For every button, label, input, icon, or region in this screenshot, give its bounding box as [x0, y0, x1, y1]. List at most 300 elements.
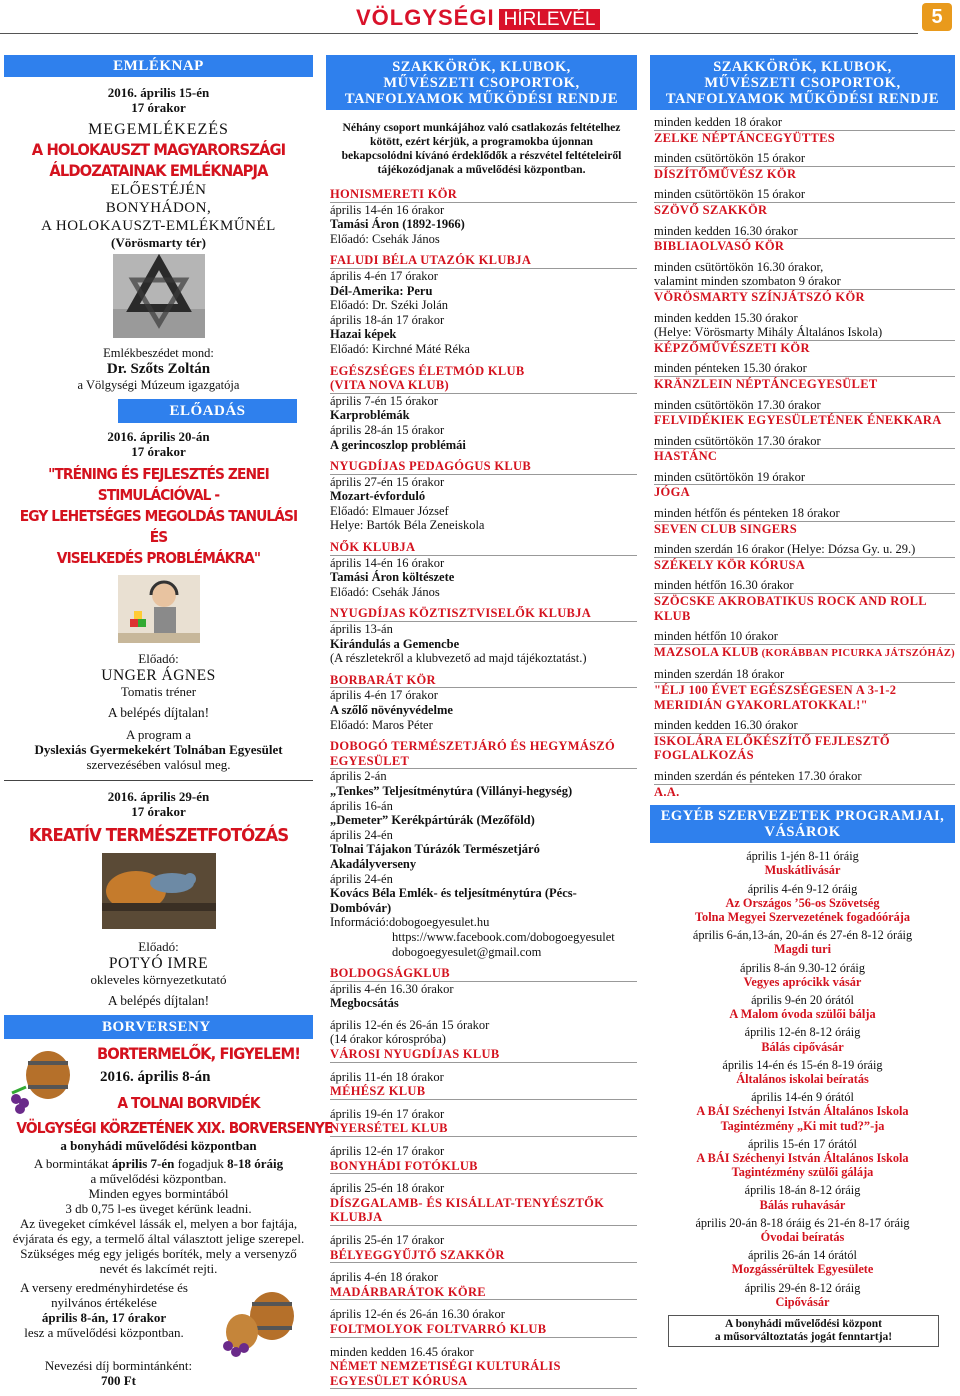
group-schedule — [654, 578, 955, 594]
wine-contest-title: A TOLNAI BORVIDÉK — [117, 1094, 260, 1112]
group-name-text: DÍSZÍTŐMŰVÉSZ KÖR — [654, 166, 797, 181]
event-date: április 18-án 8-12 óráig — [744, 1183, 861, 1198]
event-title: KREATÍV TERMÉSZETFOTÓZÁS — [28, 825, 289, 846]
group-name — [654, 645, 955, 662]
group-name — [654, 131, 955, 146]
group-name-text: JÓGA — [654, 485, 690, 500]
event-entry — [650, 1248, 955, 1276]
group-name — [654, 683, 955, 698]
group-schedule-line: minden kedden 16.30 órakor — [654, 223, 798, 238]
club-name — [330, 1359, 637, 1389]
group-entry — [654, 361, 955, 391]
group-schedule-line: minden csütörtökön 15 órakor — [654, 151, 806, 166]
event-date: április 15-én 17 órától — [748, 1136, 857, 1151]
club-name — [330, 673, 637, 689]
club-name — [330, 459, 637, 475]
group-name-text: HASTÁNC — [654, 449, 718, 464]
wine-contest-text: A verseny eredményhirdetése és — [20, 1280, 188, 1295]
group-schedule-line: minden csütörtökön 16.30 órakor, — [654, 259, 824, 274]
club-topic: A szőlő növényvédelme — [330, 703, 453, 717]
event-entry — [650, 1216, 955, 1244]
club-topic: Tolnai Tájakon Túrázók Természetjáró — [330, 842, 540, 857]
event-date: április 12-én 8-12 óráig — [744, 1025, 861, 1040]
club-name — [330, 1322, 637, 1338]
wine-contest-text: nevét és lakcímét rejti. — [99, 1261, 218, 1276]
group-entry — [654, 718, 955, 763]
presenter-label: Előadó: — [138, 651, 179, 666]
wine-contest-text: Minden egyes bormintából — [88, 1186, 229, 1201]
group-name — [654, 413, 955, 428]
wine-barrels-grapes-icon — [216, 1284, 300, 1360]
group-name-text: VÖRÖSMARTY SZÍNJÁTSZÓ KÖR — [654, 289, 865, 304]
event-text: ELŐESTÉJÉN — [110, 182, 207, 198]
group-schedule-line: minden pénteken 15.30 órakor — [654, 361, 807, 376]
group-schedule — [654, 398, 955, 414]
club-topic: Dombóvár) — [330, 900, 392, 915]
group-name-text: SZÖCSKE AKROBATIKUS ROCK AND ROLL — [654, 594, 927, 609]
group-entry — [654, 115, 955, 145]
event-name: Bálás cipővásár — [761, 1039, 844, 1054]
middle-column — [326, 55, 637, 1396]
program-note: A program a — [126, 727, 191, 742]
event-name: Bálás ruhavásár — [759, 1197, 846, 1212]
event-heading: MEGEMLÉKEZÉS — [88, 121, 229, 138]
club-schedule: április 11-én 18 órakor — [330, 1069, 444, 1084]
event-title: A HOLOKAUSZT MAGYARORSZÁGI — [31, 140, 286, 159]
club-entry — [330, 187, 637, 246]
event-name: Tagintézmény szülői gálája — [731, 1165, 874, 1180]
club-detail: Előadó: Csehák János — [330, 231, 440, 246]
club-name-line: NYUGDÍJAS KÖZTISZTVISELŐK KLUBJA — [330, 606, 592, 621]
event-date: 2016. április 29-én — [107, 789, 210, 804]
event-entry — [650, 849, 955, 877]
event-date: április 4-én 9-12 óráig — [747, 881, 858, 896]
events-list — [650, 849, 955, 1309]
club-name — [330, 606, 637, 622]
wine-contest-text: a művelődési központban. — [90, 1171, 227, 1186]
club-name — [330, 1285, 637, 1301]
events-bar — [650, 805, 955, 843]
page-header — [0, 0, 960, 40]
groups-bar — [650, 55, 955, 110]
event-title: ÁLDOZATAINAK EMLÉKNAPJA — [49, 161, 268, 180]
group-entry — [654, 311, 955, 356]
club-detail: Előadó: Elmauer József — [330, 503, 449, 518]
clubs-bar — [326, 55, 637, 110]
club-schedule: április 25-én 18 órakor — [330, 1181, 445, 1196]
group-schedule — [654, 667, 955, 683]
group-schedule-line: minden csütörtökön 15 órakor — [654, 187, 806, 202]
free-entry-note: A belépés díjtalan! — [107, 705, 210, 720]
group-name-text: ISKOLÁRA ELŐKÉSZÍTŐ FEJLESZTŐ — [654, 733, 890, 748]
presenter-role: Tomatis tréner — [120, 684, 197, 699]
group-name — [654, 698, 955, 713]
club-schedule: április 25-én 17 órakor — [330, 1233, 445, 1247]
club-schedule: április 12-én 17 órakor — [330, 1144, 445, 1159]
wine-contest-text: évjárata és egy, a termelő által választott jelige szerepel. — [12, 1231, 305, 1246]
club-detail: Előadó: Csehák János — [330, 584, 440, 599]
club-name-line: NÉMET NEMZETISÉGI KULTURÁLIS — [330, 1359, 561, 1374]
event-name: Muskátlivásár — [764, 863, 841, 878]
event-time: 17 órakor — [131, 444, 186, 459]
club-name — [330, 364, 637, 394]
event-name: A BÁI Széchenyi István Általános Iskola — [696, 1151, 909, 1166]
club-detail: április 4-én 16.30 órakor — [330, 981, 454, 996]
club-schedule: minden kedden 16.45 órakor — [330, 1344, 474, 1359]
club-detail: április 27-én 15 órakor — [330, 474, 445, 489]
brand-main: VÖLGYSÉGI — [356, 5, 495, 30]
club-entry — [330, 540, 637, 599]
club-entry — [330, 1181, 637, 1226]
club-name-line: NYERSÉTEL KLUB — [330, 1121, 448, 1136]
club-topic: Kovács Béla Emlék- és teljesítménytúra (Pécs- — [330, 886, 577, 901]
event-name: Mozgássérültek Egyesülete — [731, 1262, 874, 1277]
club-entry — [330, 966, 637, 1011]
club-name-line: FOLTMOLYOK FOLTVARRÓ KLUB — [330, 1321, 547, 1336]
event-date: 2016. április 15-én — [107, 85, 210, 100]
group-schedule-line: minden kedden 18 órakor — [654, 115, 783, 129]
club-detail: április 28-án 15 órakor — [330, 422, 445, 437]
group-name-text: FELVIDÉKIEK EGYESÜLETÉNEK ÉNEKKARA — [654, 413, 942, 428]
club-topic: Tamási Áron költészete — [330, 570, 455, 585]
bar-line: TANFOLYAMOK MŰKÖDÉSI RENDJE — [665, 91, 940, 107]
club-topic: Megbocsátás — [330, 996, 399, 1011]
club-name-line: KLUBJA — [330, 1210, 383, 1225]
group-schedule-line: minden kedden 16.30 órakor — [654, 718, 798, 733]
group-name — [654, 167, 955, 182]
club-name — [330, 540, 637, 556]
event-name: A BÁI Széchenyi István Általános Iskola — [696, 1104, 909, 1119]
event-name: Általános iskolai beíratás — [736, 1072, 869, 1086]
group-name — [654, 290, 955, 305]
club-name — [330, 1159, 637, 1175]
group-schedule-line: minden hétfőn és pénteken 18 órakor — [654, 506, 840, 521]
bar-line: EGYÉB SZERVEZETEK PROGRAMJAI, — [660, 808, 945, 825]
club-schedule: április 19-én 17 órakor — [330, 1106, 445, 1121]
club-name — [330, 1248, 637, 1264]
group-entry — [654, 434, 955, 464]
wine-contest-callout: BORTERMELŐK, FIGYELEM! — [96, 1044, 301, 1063]
club-entry — [330, 606, 637, 665]
club-detail: április 24-én — [330, 827, 393, 842]
group-schedule-line: minden szerdán 18 órakor — [654, 667, 785, 682]
group-schedule — [654, 224, 955, 240]
event-entry — [650, 993, 955, 1021]
event-name: Az Országos ’56-os Szövetség — [725, 895, 880, 910]
group-schedule-line: minden szerdán és pénteken 17.30 órakor — [654, 768, 862, 783]
club-name-line: NYUGDÍJAS PEDAGÓGUS KLUB — [330, 459, 531, 474]
club-name-line: MÉHÉSZ KLUB — [330, 1084, 426, 1099]
holocaust-memorial-photo — [113, 254, 205, 338]
club-detail: https://www.facebook.com/dobogoegyesulet — [392, 929, 615, 944]
club-topic: A gerincoszlop problémái — [330, 437, 466, 452]
club-name-line: BOLDOGSÁGKLUB — [330, 966, 450, 981]
club-detail: április 24-én — [330, 871, 393, 886]
speaker-role: a Völgységi Múzeum igazgatója — [77, 378, 240, 392]
group-schedule — [654, 629, 955, 645]
group-name-text: KÉPZŐMŰVÉSZETI KÖR — [654, 340, 810, 355]
club-detail: (A részletekről a klubvezető ad majd tájékoztatást.) — [330, 651, 587, 666]
group-name — [654, 377, 955, 392]
club-name-line: HONISMERETI KÖR — [330, 187, 458, 201]
event-name: Magdi turi — [773, 942, 832, 957]
disclaimer-box — [668, 1315, 939, 1347]
club-schedule: április 12-én és 26-án 15 órakor — [330, 1017, 490, 1032]
bar-line: VÁSÁROK — [764, 824, 841, 841]
event-title: "TRÉNING ÉS FEJLESZTÉS ZENEI — [48, 465, 269, 483]
wine-contest-title: VÖLGYSÉGI KÖRZETÉNEK XIX. BORVERSENYE — [16, 1119, 333, 1137]
club-detail: Helye: Bartók Béla Zeneiskola — [330, 518, 485, 533]
bar-line: SZAKKÖRÖK, KLUBOK, — [713, 59, 892, 75]
presenter-name: UNGER ÁGNES — [101, 667, 216, 684]
club-name-line: EGYESÜLET — [330, 753, 410, 768]
event-time: 17 órakor — [131, 804, 186, 819]
group-name — [654, 748, 955, 763]
club-schedule: április 4-én 18 órakor — [330, 1270, 438, 1285]
club-schedule: április 12-én és 26-án 16.30 órakor — [330, 1307, 505, 1322]
event-date: április 26-án 14 órától — [748, 1248, 857, 1263]
group-name — [654, 239, 955, 254]
speech-label: Emlékbeszédet mond: — [103, 346, 214, 360]
group-schedule-line: minden hétfőn 16.30 órakor — [654, 578, 794, 593]
club-name-line: DOBOGÓ TERMÉSZETJÁRÓ ÉS HEGYMÁSZÓ — [330, 739, 616, 754]
group-schedule-line: minden kedden 15.30 órakor — [654, 310, 798, 325]
bar-line: SZAKKÖRÖK, KLUBOK, — [392, 59, 571, 75]
eloadas-bar: ELŐADÁS — [118, 399, 297, 423]
club-name — [330, 1196, 637, 1226]
group-schedule-line: (Helye: Vörösmarty Mihály Általános Iskola) — [654, 325, 883, 340]
entry-fee-label: Nevezési díj bormintánként: — [44, 1358, 193, 1373]
group-name — [654, 449, 955, 464]
event-date: 2016. április 20-án — [107, 429, 210, 444]
club-name-line: BÉLYEGGYŰJTŐ SZAKKÖR — [330, 1247, 505, 1262]
club-entry — [330, 253, 637, 356]
group-entry — [654, 398, 955, 428]
event-text: BONYHÁDON, — [105, 200, 212, 216]
group-entry — [654, 629, 955, 661]
group-schedule — [654, 769, 955, 785]
event-text: A HOLOKAUSZT-EMLÉKMŰNÉL — [41, 218, 276, 234]
clubs-list — [326, 187, 637, 1389]
group-name-text: ZELKE NÉPTÁNCEGYÜTTES — [654, 130, 835, 145]
event-title: STIMULÁCIÓVAL - — [97, 486, 220, 504]
event-title: EGY LEHETSÉGES MEGOLDÁS TANULÁSI ÉS — [19, 507, 298, 546]
club-name — [330, 1047, 637, 1063]
wine-contest-text: 3 db 0,75 l-es üveget kérünk leadni. — [65, 1201, 252, 1216]
group-name — [654, 522, 955, 537]
event-entry — [650, 1137, 955, 1180]
club-topic: Karproblémák — [330, 408, 410, 423]
group-schedule-line: minden hétfőn 10 órakor — [654, 629, 778, 644]
emleknap-bar: EMLÉKNAP — [4, 55, 313, 77]
club-topic: Dél-Amerika: Peru — [330, 283, 433, 298]
event-entry — [650, 1090, 955, 1133]
group-name — [654, 609, 955, 624]
group-name — [654, 341, 955, 356]
club-name-line: FALUDI BÉLA UTAZÓK KLUBJA — [330, 253, 532, 268]
club-detail: április 4-én 17 órakor — [330, 688, 438, 703]
club-name-line: BORBARÁT KÖR — [330, 672, 436, 687]
event-entry — [650, 928, 955, 956]
club-detail: április 13-án — [330, 622, 393, 637]
club-entry — [330, 1144, 637, 1174]
group-entry — [654, 506, 955, 536]
program-note: szervezésében valósul meg. — [86, 757, 231, 772]
event-date: április 29-én 8-12 óráig — [744, 1280, 861, 1295]
group-name — [654, 558, 955, 573]
group-schedule-line: minden csütörtökön 17.30 órakor — [654, 433, 821, 448]
group-entry — [654, 187, 955, 217]
club-detail: Előadó: Kirchné Máté Réka — [330, 341, 470, 356]
bar-line: TANFOLYAMOK MŰKÖDÉSI RENDJE — [344, 91, 619, 107]
group-schedule — [654, 260, 955, 290]
event-entry — [650, 1025, 955, 1053]
event-entry — [650, 882, 955, 925]
group-name-text: MAZSOLA KLUB — [654, 644, 759, 659]
club-detail: április 14-én 16 órakor — [330, 202, 445, 217]
club-topic: „Demeter” Kerékpártúrák (Mezőföld) — [330, 813, 535, 828]
club-topic: Kirándulás a Gemencbe — [330, 636, 460, 651]
club-detail: április 14-én 16 órakor — [330, 555, 445, 570]
group-entry — [654, 151, 955, 181]
club-detail: április 2-án — [330, 769, 387, 784]
event-time: 17 órakor — [131, 100, 186, 115]
group-name — [654, 485, 955, 500]
group-name-text: MERIDIÁN GYAKORLATOKKAL!" — [654, 697, 868, 712]
group-schedule-line: minden szerdán 16 órakor (Helye: Dózsa Gy. u. 29.) — [654, 542, 916, 557]
club-schedule: (14 órakor kórospróba) — [330, 1032, 446, 1047]
club-entry — [330, 1270, 637, 1300]
right-column — [650, 55, 955, 1347]
club-name — [330, 253, 637, 269]
event-date: április 14-én és 15-én 8-19 óráig — [722, 1057, 883, 1072]
group-name — [654, 734, 955, 749]
brand-sub: HÍRLEVÉL — [499, 9, 601, 30]
group-name-text: KRÄNZLEIN NÉPTÁNCEGYESÜLET — [654, 376, 878, 391]
club-name-line: NŐK KLUBJA — [330, 540, 416, 555]
bar-line: MŰVÉSZETI CSOPORTOK, — [383, 75, 580, 91]
club-entry — [330, 1307, 637, 1337]
event-title: VISELKEDÉS PROBLÉMÁKRA" — [56, 549, 261, 567]
wine-contest-header — [4, 1043, 313, 1125]
event-name: Tolna Megyei Szervezetének fogadóórája — [694, 909, 911, 924]
program-organizer: Dyslexiás Gyermekekért Tolnában Egyesület — [34, 742, 283, 757]
club-detail: április 4-én 17 órakor — [330, 268, 438, 283]
borverseny-bar: BORVERSENY — [4, 1015, 313, 1039]
group-schedule — [654, 470, 955, 486]
club-name-line: DÍSZGALAMB- ÉS KISÁLLAT-TENYÉSZTŐK — [330, 1195, 605, 1210]
page-number-badge: 5 — [922, 3, 952, 31]
club-topic: Tamási Áron (1892-1966) — [330, 217, 465, 232]
club-name — [330, 966, 637, 982]
club-detail: Előadó: Maros Péter — [330, 717, 433, 732]
wine-contest-date: 2016. április 8-án — [100, 1069, 211, 1085]
group-entry — [654, 769, 955, 799]
group-name — [654, 785, 955, 800]
group-name-text: SEVEN CLUB SINGERS — [654, 521, 797, 536]
club-detail: Információ:dobogoegyesulet.hu — [330, 915, 490, 930]
group-entry — [654, 224, 955, 254]
wine-contest-text: Az üvegeket címkével lássák el, melyen a bor fajtája, — [19, 1216, 298, 1231]
group-name-text: BIBLIAOLVASÓ KÖR — [654, 239, 785, 254]
club-topic: Mozart-évforduló — [330, 489, 426, 504]
event-entry — [650, 961, 955, 989]
group-name-note: (KORÁBBAN PICURKA JÁTSZÓHÁZ) — [758, 647, 955, 659]
bar-line: MŰVÉSZETI CSOPORTOK, — [704, 75, 901, 91]
wine-contest-intake: A bormintákat április 7-én fogadjuk 8-18 óráig — [33, 1156, 284, 1171]
club-name-line: VÁROSI NYUGDÍJAS KLUB — [330, 1047, 500, 1062]
child-with-headphones-photo — [118, 575, 200, 643]
event-location: (Vörösmarty tér) — [111, 235, 206, 250]
club-entry — [330, 1233, 637, 1263]
clubs-intro: Néhány csoport munkájához való csatlakozás feltételhez kötött, ezért kérjük, a programokba újonnan bekapcsolódni kívánó érdeklődők a részvétel feltételeiről tájékozódjanak a művelődési központban. — [341, 121, 622, 176]
group-name-text: SZÉKELY KÖR KÓRUSA — [654, 557, 806, 572]
disclaimer-line: a műsorváltoztatás jogát fenntartja! — [714, 1331, 893, 1344]
results-text — [4, 1280, 204, 1340]
group-schedule — [654, 361, 955, 377]
group-entry — [654, 542, 955, 572]
group-entry — [654, 260, 955, 305]
wine-contest-text: lesz a művelődési központban. — [24, 1325, 184, 1340]
event-date: április 14-én 9 órától — [751, 1090, 854, 1105]
group-name-text: SZÖVŐ SZAKKÖR — [654, 202, 768, 217]
club-detail: Előadó: Dr. Széki Jolán — [330, 298, 449, 313]
presenter-name: POTYÓ IMRE — [108, 955, 209, 972]
group-entry — [654, 578, 955, 623]
club-name — [330, 187, 637, 203]
event-date: április 20-án 8-18 óráig és 21-én 8-17 óráig — [695, 1215, 910, 1230]
group-name-text: A.A. — [654, 784, 680, 799]
club-entry — [330, 739, 637, 959]
club-topic: Hazai képek — [330, 327, 397, 342]
event-entry — [650, 1183, 955, 1211]
club-entry — [330, 673, 637, 732]
club-entry — [330, 1018, 637, 1063]
presenter-role: okleveles környezetkutató — [90, 972, 227, 987]
event-date: április 8-án 9.30-12 óráig — [740, 960, 865, 975]
group-name-text: KLUB — [654, 608, 691, 623]
club-entry — [330, 364, 637, 453]
event-date: április 9-én 20 órától — [751, 992, 854, 1007]
club-name-line: EGYESÜLET KÓRUSA — [330, 1373, 468, 1388]
group-schedule — [654, 506, 955, 522]
club-entry — [330, 459, 637, 533]
club-name-line: EGÉSZSÉGES ÉLETMÓD KLUB — [330, 363, 525, 378]
club-detail: április 18-án 17 órakor — [330, 312, 445, 327]
left-column — [4, 55, 333, 1388]
group-entry — [654, 470, 955, 500]
club-entry — [330, 1107, 637, 1137]
speaker-name: Dr. Szőts Zoltán — [106, 361, 211, 377]
club-name — [330, 739, 637, 769]
event-name: Óvodai beíratás — [760, 1230, 845, 1245]
club-topic: Akadályverseny — [330, 856, 417, 871]
club-name — [330, 1121, 637, 1137]
wine-contest-results — [4, 1280, 313, 1360]
group-schedule — [654, 311, 955, 341]
event-date: április 6-án,13-án, 20-án és 27-én 8-12 óráig — [692, 928, 913, 943]
wine-contest-text: nyilvános értékelése — [51, 1295, 157, 1310]
club-name-line: (VITA NOVA KLUB) — [330, 378, 449, 393]
group-schedule-line: valamint minden szombaton 9 órakor — [654, 274, 841, 289]
group-schedule — [654, 115, 955, 131]
group-schedule — [654, 542, 955, 558]
wine-barrel-grapes-icon — [6, 1047, 80, 1117]
event-entry — [650, 1281, 955, 1309]
group-name-text: "ÉLJ 100 ÉVET EGÉSZSÉGESEN A 3-1-2 — [654, 683, 897, 697]
event-name: Vegyes aprócikk vásár — [743, 974, 862, 989]
divider — [4, 780, 313, 781]
